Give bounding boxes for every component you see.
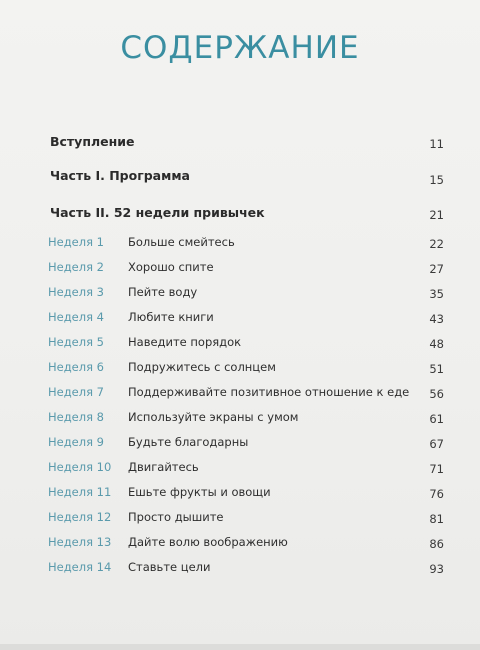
week-label: Неделя 14 bbox=[48, 560, 112, 574]
week-label: Неделя 7 bbox=[48, 385, 104, 399]
chapter-page-number: 71 bbox=[429, 462, 444, 476]
page-bottom-edge bbox=[0, 644, 480, 650]
toc-week-row bbox=[0, 460, 480, 480]
chapter-page-number: 76 bbox=[429, 487, 444, 501]
toc-section-row bbox=[0, 205, 480, 225]
chapter-title: Подружитесь с солнцем bbox=[128, 360, 276, 374]
toc-week-row bbox=[0, 535, 480, 555]
chapter-title: Ешьте фрукты и овощи bbox=[128, 485, 271, 499]
section-label: Часть I. Программа bbox=[50, 168, 190, 183]
page-title: СОДЕРЖАНИЕ bbox=[120, 30, 360, 66]
section-page-number: 11 bbox=[429, 137, 444, 151]
week-label: Неделя 6 bbox=[48, 360, 104, 374]
chapter-page-number: 81 bbox=[429, 512, 444, 526]
toc-section-row bbox=[0, 168, 480, 188]
chapter-title: Больше смейтесь bbox=[128, 235, 235, 249]
chapter-title: Любите книги bbox=[128, 310, 214, 324]
toc-week-row bbox=[0, 435, 480, 455]
toc-week-row bbox=[0, 410, 480, 430]
toc-week-row bbox=[0, 560, 480, 580]
toc-week-row bbox=[0, 335, 480, 355]
section-label: Вступление bbox=[50, 134, 135, 149]
toc-week-row bbox=[0, 235, 480, 255]
chapter-page-number: 43 bbox=[429, 312, 444, 326]
toc-week-row bbox=[0, 485, 480, 505]
chapter-title: Двигайтесь bbox=[128, 460, 199, 474]
week-label: Неделя 5 bbox=[48, 335, 104, 349]
toc-week-row bbox=[0, 285, 480, 305]
chapter-title: Наведите порядок bbox=[128, 335, 242, 349]
chapter-page-number: 67 bbox=[429, 437, 444, 451]
chapter-title: Будьте благодарны bbox=[128, 435, 249, 449]
chapter-page-number: 56 bbox=[429, 387, 444, 401]
chapter-title: Просто дышите bbox=[128, 510, 224, 524]
chapter-title: Дайте волю воображению bbox=[128, 535, 288, 549]
section-label: Часть II. 52 недели привычек bbox=[50, 205, 265, 220]
week-label: Неделя 3 bbox=[48, 285, 104, 299]
chapter-title: Поддерживайте позитивное отношение к еде bbox=[128, 385, 410, 399]
chapter-title: Ставьте цели bbox=[128, 560, 211, 574]
chapter-page-number: 86 bbox=[429, 537, 444, 551]
toc-week-row bbox=[0, 310, 480, 330]
chapter-title: Используйте экраны с умом bbox=[128, 410, 299, 424]
week-label: Неделя 2 bbox=[48, 260, 104, 274]
week-label: Неделя 4 bbox=[48, 310, 104, 324]
chapter-page-number: 35 bbox=[429, 287, 444, 301]
chapter-title: Хорошо спите bbox=[128, 260, 214, 274]
chapter-page-number: 51 bbox=[429, 362, 444, 376]
week-label: Неделя 8 bbox=[48, 410, 104, 424]
week-label: Неделя 13 bbox=[48, 535, 112, 549]
week-label: Неделя 10 bbox=[48, 460, 112, 474]
toc-section-row bbox=[0, 134, 480, 154]
chapter-page-number: 93 bbox=[429, 562, 444, 576]
week-label: Неделя 1 bbox=[48, 235, 104, 249]
toc-week-row bbox=[0, 360, 480, 380]
chapter-page-number: 48 bbox=[429, 337, 444, 351]
week-label: Неделя 12 bbox=[48, 510, 112, 524]
chapter-page-number: 61 bbox=[429, 412, 444, 426]
chapter-title: Пейте воду bbox=[128, 285, 198, 299]
section-page-number: 21 bbox=[429, 208, 444, 222]
chapter-page-number: 22 bbox=[429, 237, 444, 251]
week-label: Неделя 9 bbox=[48, 435, 104, 449]
toc-week-row bbox=[0, 385, 480, 405]
toc-week-row bbox=[0, 510, 480, 530]
week-label: Неделя 11 bbox=[48, 485, 112, 499]
toc-week-row bbox=[0, 260, 480, 280]
section-page-number: 15 bbox=[429, 173, 444, 187]
chapter-page-number: 27 bbox=[429, 262, 444, 276]
